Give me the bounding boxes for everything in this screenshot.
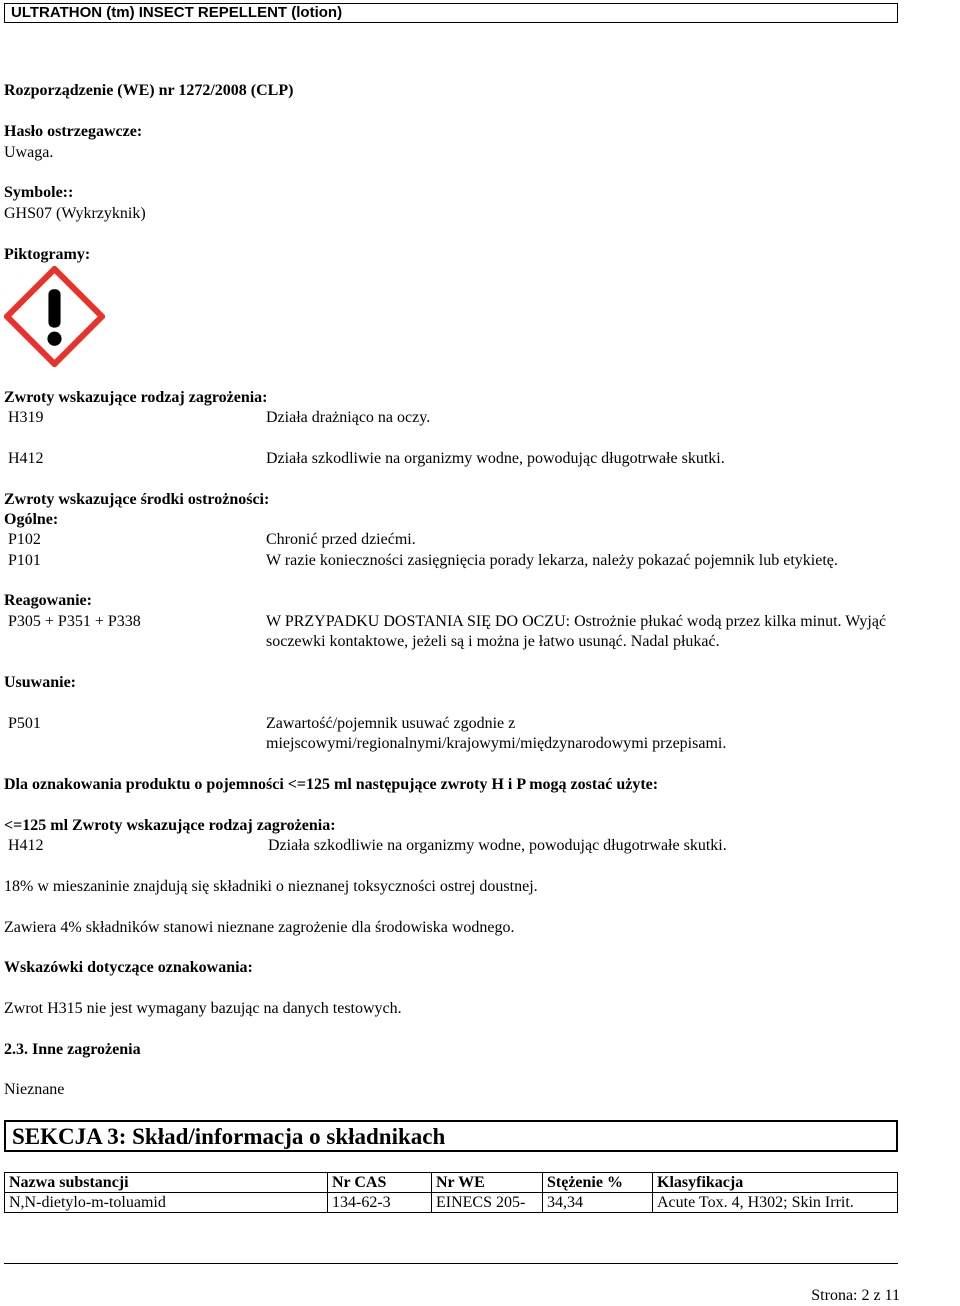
table-row xyxy=(5,1193,898,1213)
column-header: Stężenie % xyxy=(543,1173,653,1193)
column-header: Klasyfikacja xyxy=(653,1173,898,1193)
table-header-row xyxy=(5,1173,898,1193)
small-pack-hazard-heading: <=125 ml Zwroty wskazujące rodzaj zagrożenia: xyxy=(4,817,336,834)
labeling-notes-text: Zwrot H315 nie jest wymagany bazując na danych testowych. xyxy=(4,1000,402,1017)
hazard-code: H412 xyxy=(8,450,44,467)
signal-word-value: Uwaga. xyxy=(4,144,54,161)
precaution-text: W razie konieczności zasięgnięcia porady lekarza, należy pokazać pojemnik lub etykietę. xyxy=(266,552,838,569)
table-cell: 134-62-3 xyxy=(328,1193,432,1213)
small-pack-heading: Dla oznakowania produktu o pojemności <=125 ml następujące zwroty H i P mogą zostać użyte: xyxy=(4,776,659,793)
disposal-label: Usuwanie: xyxy=(4,674,77,691)
precaution-text: miejscowymi/regionalnymi/krajowymi/międzynarodowymi przepisami. xyxy=(266,735,727,752)
precaution-text: soczewki kontaktowe, jeżeli są i można je łatwo usunąć. Nadal płukać. xyxy=(266,633,720,650)
hazard-code: H319 xyxy=(8,409,44,426)
table-cell: EINECS 205- xyxy=(432,1193,543,1213)
precaution-code: P501 xyxy=(8,715,41,732)
other-hazards-heading: 2.3. Inne zagrożenia xyxy=(4,1041,141,1058)
symbols-value: GHS07 (Wykrzyknik) xyxy=(4,205,146,222)
document-header xyxy=(4,3,898,23)
column-header: Nazwa substancji xyxy=(5,1173,328,1193)
hazard-text: Działa szkodliwie na organizmy wodne, powodując długotrwałe skutki. xyxy=(268,837,727,854)
section-3-header xyxy=(4,1120,898,1152)
precaution-code: P305 + P351 + P338 xyxy=(8,613,141,630)
precaution-text: W PRZYPADKU DOSTANIA SIĘ DO OCZU: Ostrożnie płukać wodą przez kilka minut. Wyjąć xyxy=(266,613,887,630)
hazard-code: H412 xyxy=(8,837,44,854)
symbols-label: Symbole:: xyxy=(4,184,74,201)
precaution-code: P102 xyxy=(8,531,41,548)
environment-note: Zawiera 4% składników stanowi nieznane zagrożenie dla środowiska wodnego. xyxy=(4,919,515,936)
other-hazards-text: Nieznane xyxy=(4,1081,65,1098)
table-cell: 34,34 xyxy=(543,1193,653,1213)
precaution-text: Chronić przed dziećmi. xyxy=(266,531,416,548)
column-header: Nr WE xyxy=(432,1173,543,1193)
precautionary-heading: Zwroty wskazujące środki ostrożności: xyxy=(4,491,270,508)
table-cell: N,N-dietylo-m-toluamid xyxy=(5,1193,328,1213)
hazard-text: Działa szkodliwie na organizmy wodne, powodując długotrwałe skutki. xyxy=(266,450,725,467)
section-3-title: SEKCJA 3: Skład/informacja o składnikach xyxy=(12,1124,446,1149)
regulation-heading: Rozporządzenie (WE) nr 1272/2008 (CLP) xyxy=(4,82,294,99)
general-label: Ogólne: xyxy=(4,511,59,528)
footer-divider xyxy=(4,1263,898,1264)
precaution-text: Zawartość/pojemnik usuwać zgodnie z xyxy=(266,715,516,732)
precaution-code: P101 xyxy=(8,552,41,569)
page-number: Strona: 2 z 11 xyxy=(811,1287,900,1304)
composition-table xyxy=(4,1172,898,1213)
column-header: Nr CAS xyxy=(328,1173,432,1193)
hazard-statements-heading: Zwroty wskazujące rodzaj zagrożenia: xyxy=(4,389,268,406)
toxicity-note: 18% w mieszaninie znajdują się składniki o nieznanej toksyczności ostrej doustnej. xyxy=(4,878,538,895)
labeling-notes-heading: Wskazówki dotyczące oznakowania: xyxy=(4,959,253,976)
pictograms-label: Piktogramy: xyxy=(4,246,91,263)
hazard-text: Działa drażniąco na oczy. xyxy=(266,409,431,426)
response-label: Reagowanie: xyxy=(4,592,92,609)
table-cell: Acute Tox. 4, H302; Skin Irrit. xyxy=(653,1193,898,1213)
ghs07-exclamation-mark-icon xyxy=(4,266,105,367)
signal-word-label: Hasło ostrzegawcze: xyxy=(4,123,143,140)
product-title: ULTRATHON (tm) INSECT REPELLENT (lotion) xyxy=(11,4,343,21)
